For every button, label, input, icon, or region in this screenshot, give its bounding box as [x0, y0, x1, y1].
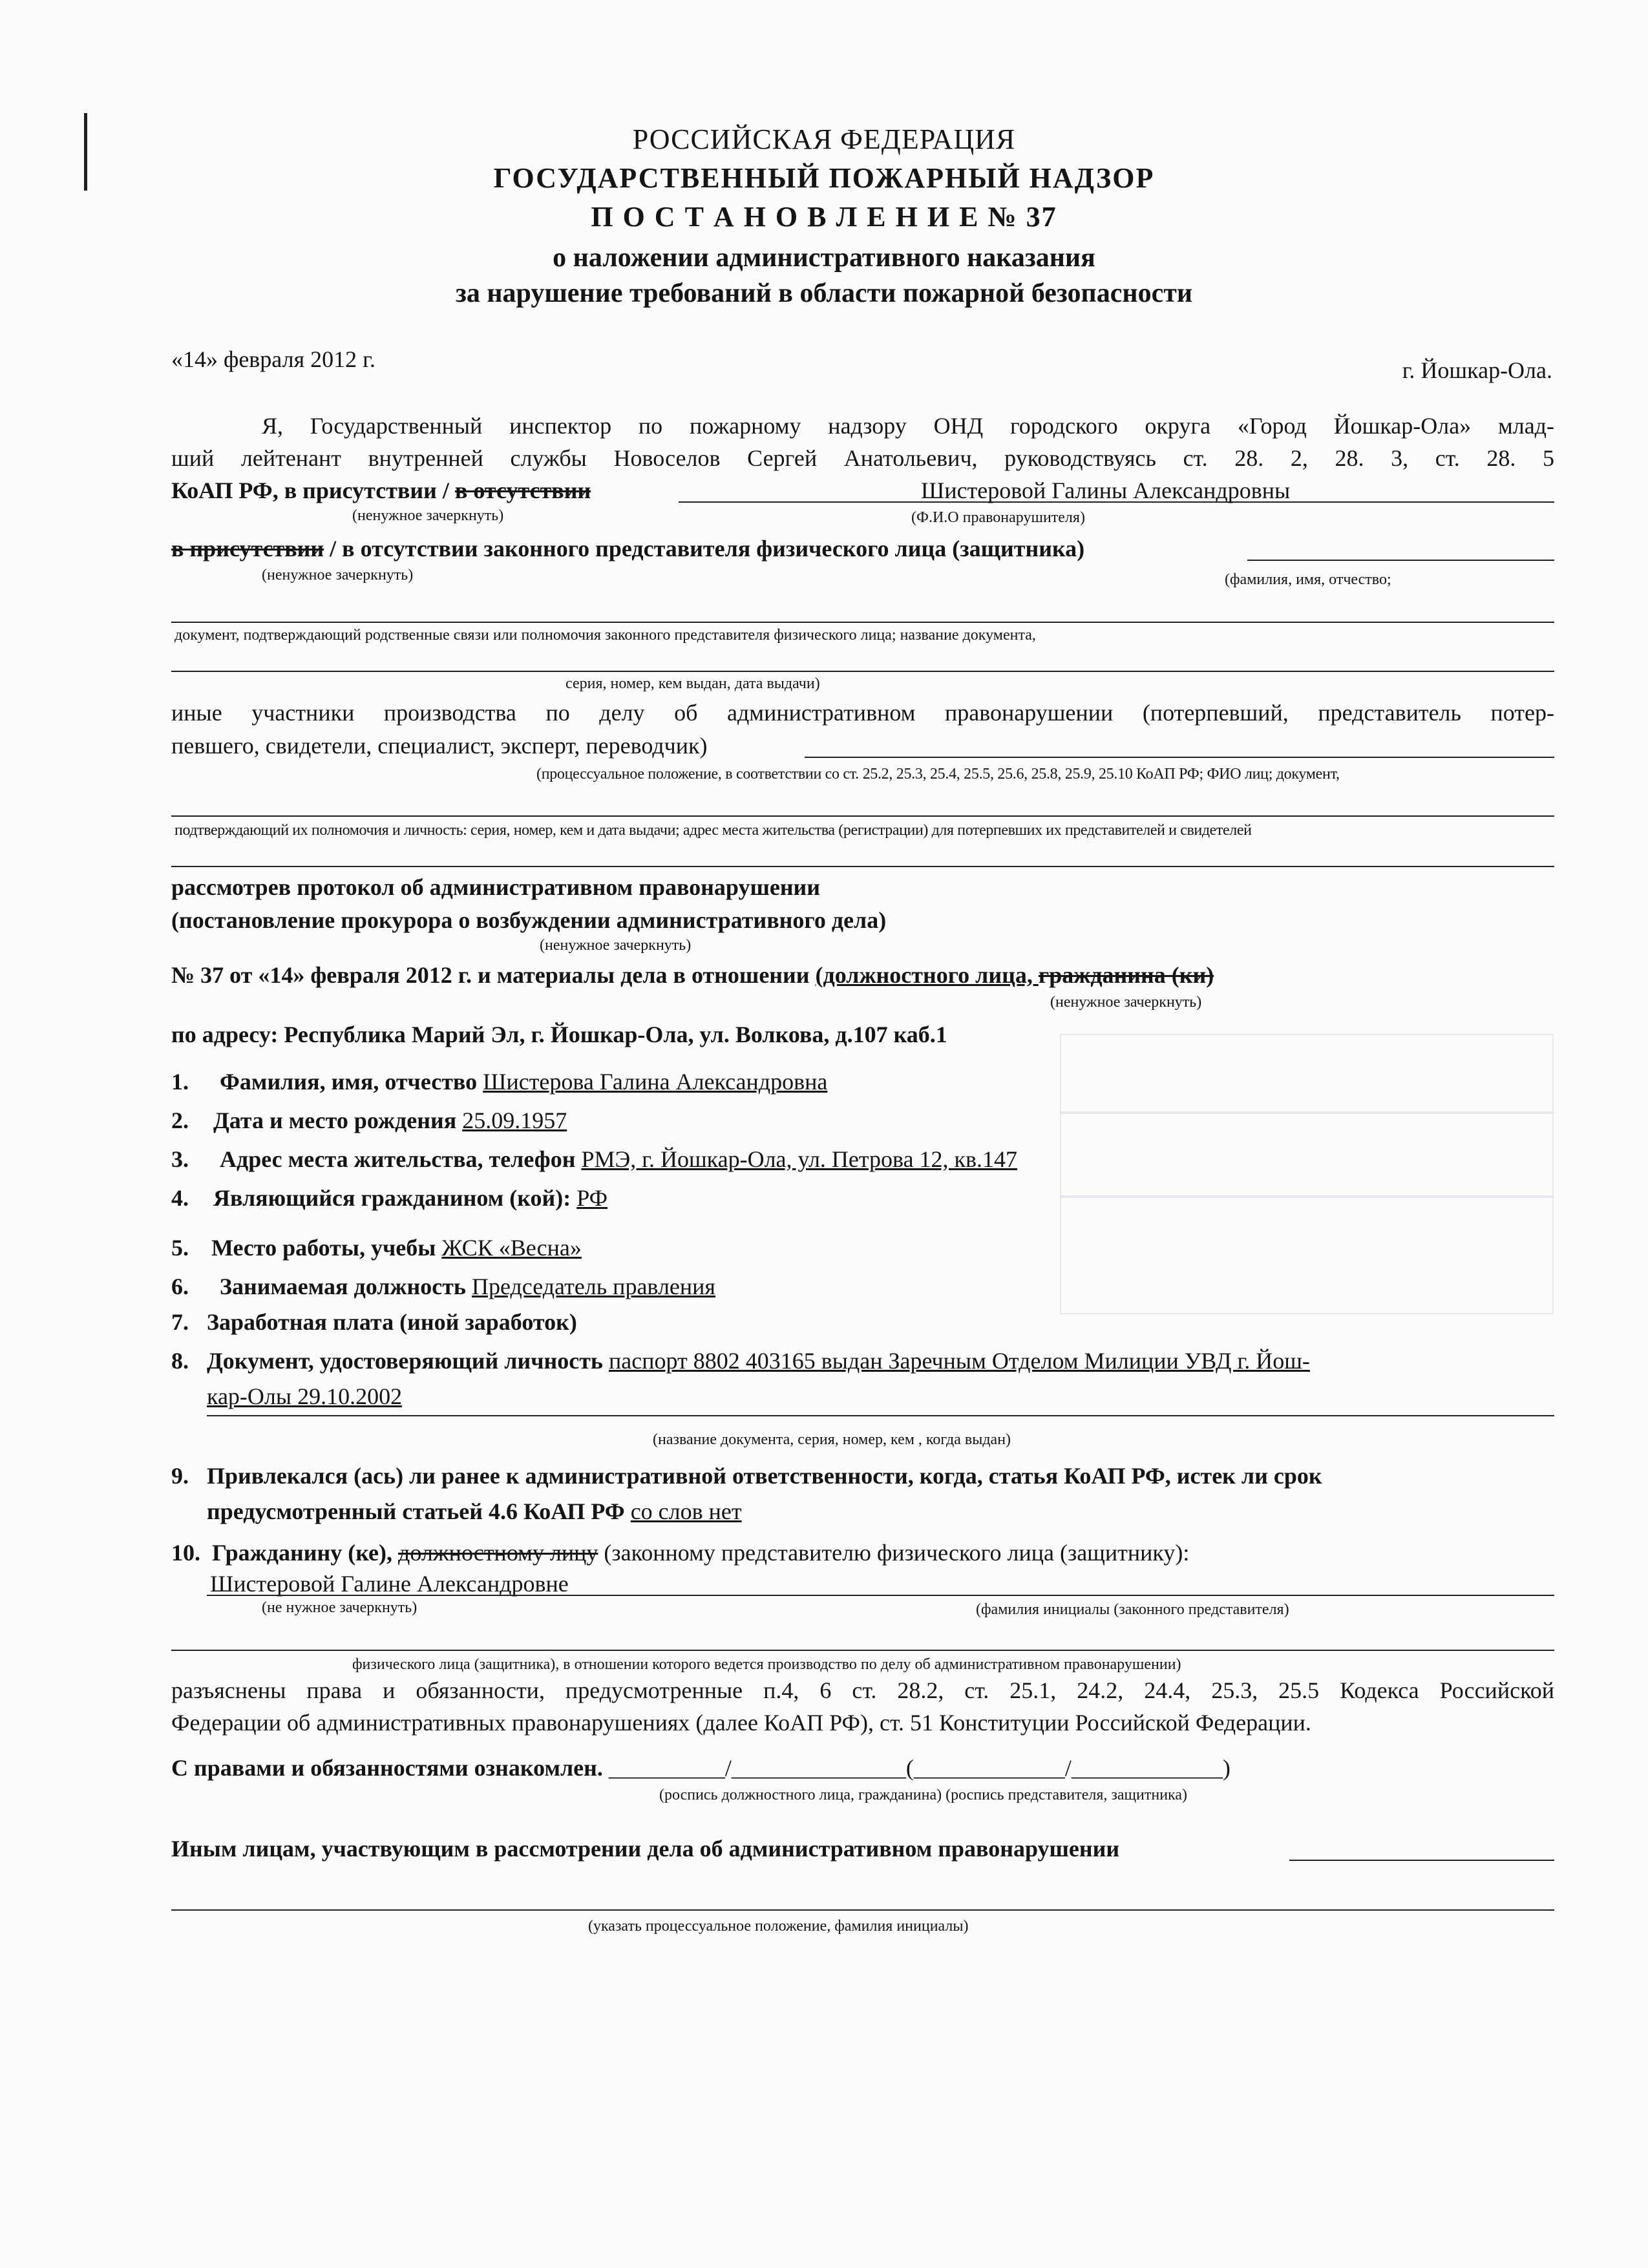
item-8: 8. Документ, удостоверяющий личность паспорт 8802 403165 выдан Заречным Отделом Милиции УВД г. Йош- [171, 1348, 1310, 1374]
participants-underline [805, 757, 1554, 758]
item-9-line-2: предусмотренный статьей 4.6 КоАП РФ со слов нет [207, 1498, 742, 1524]
blank-line [207, 1415, 1554, 1416]
blank-line [171, 622, 1554, 623]
item-5: 5. Место работы, учебы ЖСК «Весна» [171, 1235, 582, 1261]
item-8-caption: (название документа, серия, номер, кем , когда выдан) [653, 1431, 1011, 1448]
representative-label: / в отсутствии законного представителя физического лица (защитника) [324, 536, 1085, 562]
blank-line [171, 671, 1554, 672]
country-heading: РОССИЙСКАЯ ФЕДЕРАЦИЯ [632, 123, 1016, 155]
document-title: П О С Т А Н О В Л Е Н И Е № 37 [591, 201, 1057, 233]
document-city: г. Йошкар-Ола. [1402, 357, 1552, 383]
item-1: 1. Фамилия, имя, отчество Шистерова Галина Александровна [171, 1069, 828, 1095]
hint-representative-name: (фамилия, имя, отчество; [1225, 571, 1391, 588]
item-6-value: Председатель правления [471, 1274, 715, 1299]
subtitle-line-1: о наложении административного наказания [553, 243, 1095, 273]
intro-line-2: ший лейтенант внутренней службы Новоселов Сергей Анатольевич, руководствуясь ст. 28. 2, 28. 3, ст. 28. 5 [171, 445, 1554, 471]
bleed-through-box [1060, 1034, 1554, 1314]
others-underline [1289, 1860, 1554, 1861]
intro-line-3 [171, 477, 591, 504]
rights-line-2: Федерации об административных правонарушениях (далее КоАП РФ), ст. 51 Конституции Российской Федерации. [171, 1710, 1311, 1736]
struck-absence-option: в отсутствии [454, 478, 591, 503]
hint-strike-3: (ненужное зачеркнуть) [540, 937, 692, 954]
rights-line-1: разъяснены права и обязанности, предусмотренные п.4, 6 ст. 28.2, ст. 25.1, 24.2, 24.4, 25.3, 25.5 Кодекса Российской [171, 1677, 1554, 1703]
item-10-underline [207, 1595, 1554, 1596]
participants-caption-1: (процессуальное положение, в соответствии со ст. 25.2, 25.3, 25.4, 25.5, 25.6, 25.8, 25.9, 25.10 КоАП РФ; ФИО лиц; документ, [536, 766, 1340, 782]
item-2: 2. Дата и место рождения 25.09.1957 [171, 1108, 567, 1133]
others-label: Иным лицам, участвующим в рассмотрении дела об административном правонарушении [171, 1836, 1120, 1862]
protocol-number: № 37 от «14» февраля 2012 г. и материалы дела в отношении [171, 962, 816, 988]
blank-line [171, 866, 1554, 867]
document-caption: документ, подтверждающий родственные связи или полномочия законного представителя физического лица; название документа, [174, 627, 1036, 644]
item-2-value: 25.09.1957 [462, 1108, 567, 1133]
item-8-value: паспорт 8802 403165 выдан Заречным Отделом Милиции УВД г. Йош- [608, 1348, 1310, 1374]
item-8-value-continued: кар-Олы 29.10.2002 [207, 1383, 403, 1409]
signature-caption: (роспись должностного лица, гражданина) (роспись представителя, защитника) [659, 1787, 1187, 1803]
item-6: 6. Занимаемая должность Председатель правления [171, 1274, 715, 1299]
offender-name: Шистеровой Галины Александровны [921, 478, 1291, 503]
bleed-through-line [1060, 1111, 1554, 1114]
hint-strike-5: (не нужное зачеркнуть) [262, 1599, 417, 1616]
item-9-value: со слов нет [630, 1498, 742, 1524]
item-4: 4. Являющийся гражданином (кой): РФ [171, 1185, 608, 1211]
participants-line-1: иные участники производства по делу об административном правонарушении (потерпевший, представитель потер- [171, 700, 1554, 726]
item-1-value: Шистерова Галина Александровна [483, 1069, 828, 1095]
presence-label: КоАП РФ, в присутствии / [171, 478, 449, 503]
hint-strike-1: (ненужное зачеркнуть) [352, 507, 504, 524]
subtitle-line-2: за нарушение требований в области пожарной безопасности [455, 278, 1193, 308]
hint-strike-4: (ненужное зачеркнуть) [1050, 994, 1202, 1011]
item-4-value: РФ [576, 1185, 608, 1211]
participants-caption-2: подтверждающий их полномочия и личность: серия, номер, кем и дата выдачи; адрес места жительства (регистрации) для потерпевших их представителей и свидетелей [174, 822, 1252, 839]
acknowledge-line [171, 1754, 1231, 1781]
item-5-value: ЖСК «Весна» [441, 1235, 582, 1261]
blank-line [171, 1909, 1554, 1911]
item-10-value: Шистеровой Галине Александровне [210, 1571, 569, 1597]
intro-line-1: Я, Государственный инспектор по пожарному надзору ОНД городского округа «Город Йошкар-Ола» млад- [262, 413, 1554, 439]
offender-address: по адресу: Республика Марий Эл, г. Йошкар-Ола, ул. Волкова, д.107 каб.1 [171, 1022, 947, 1047]
acknowledge-label: С правами и обязанностями ознакомлен. [171, 1755, 609, 1781]
blank-line [171, 1650, 1554, 1651]
item-3-value: РМЭ, г. Йошкар-Ола, ул. Петрова 12, кв.147 [581, 1146, 1018, 1172]
representative-underline [1247, 560, 1554, 561]
struck-citizen-option: гражданина (ки) [1038, 962, 1214, 988]
participants-line-2: певшего, свидетели, специалист, эксперт, переводчик) [171, 733, 708, 759]
rights-caption: физического лица (защитника), в отношении которого ведется производство по делу об административном правонарушении) [352, 1656, 1181, 1673]
item-7: 7. Заработная плата (иной заработок) [171, 1309, 577, 1335]
official-option: (должностного лица, [815, 962, 1039, 988]
protocol-line-2: (постановление прокурора о возбуждении административного дела) [171, 907, 887, 933]
representative-line [171, 535, 1084, 562]
item-10: 10. Гражданину (ке), должностному лицу (законному представителю физического лица (защитнику): [171, 1540, 1190, 1566]
item-9: 9. Привлекался (ась) ли ранее к административной ответственности, когда, статья КоАП РФ, истек ли срок [171, 1463, 1322, 1489]
hint-strike-2: (ненужное зачеркнуть) [262, 567, 414, 583]
signature-blanks: __________/_______________(_____________/_____________) [608, 1755, 1231, 1781]
series-caption: серия, номер, кем выдан, дата выдачи) [565, 675, 820, 692]
hint-representative-initials: (фамилия инициалы (законного представителя) [976, 1601, 1289, 1618]
hint-fio: (Ф.И.О правонарушителя) [911, 509, 1085, 526]
others-caption: (указать процессуальное положение, фамилия инициалы) [588, 1918, 969, 1935]
document-date: «14» февраля 2012 г. [171, 346, 375, 372]
struck-official-option: должностному лицу [398, 1540, 598, 1566]
struck-presence-option: в присутствии [171, 536, 324, 562]
protocol-line-3 [171, 961, 1214, 989]
blank-line [171, 815, 1554, 817]
item-3: 3. Адрес места жительства, телефон РМЭ, г. Йошкар-Ола, ул. Петрова 12, кв.147 [171, 1146, 1018, 1172]
bleed-through-line [1060, 1195, 1554, 1198]
protocol-line-1: рассмотрев протокол об административном правонарушении [171, 874, 821, 900]
agency-heading: ГОСУДАРСТВЕННЫЙ ПОЖАРНЫЙ НАДЗОР [493, 162, 1155, 194]
